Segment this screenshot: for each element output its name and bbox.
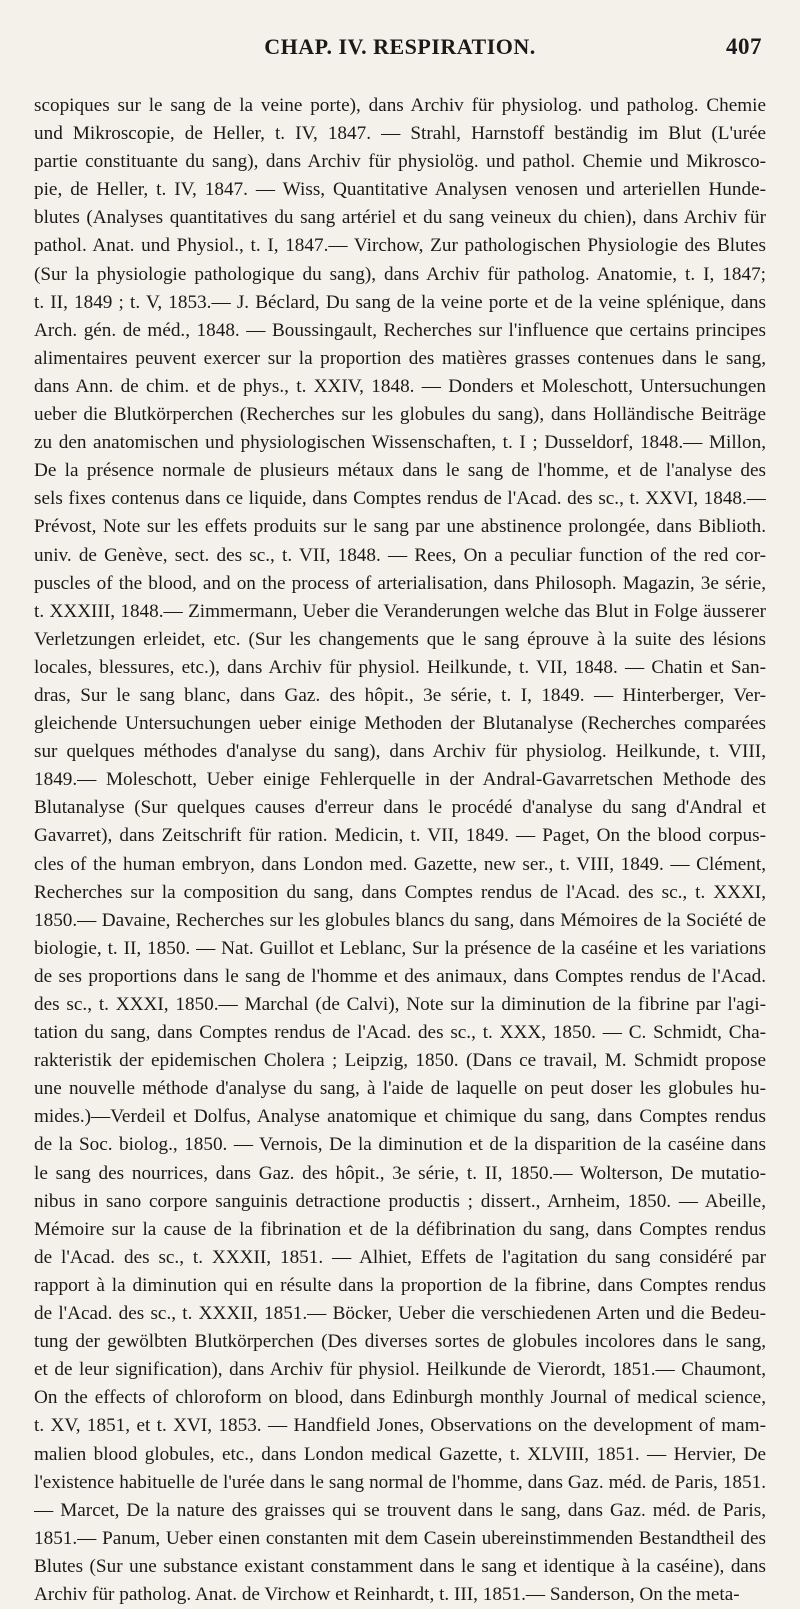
text-line: Arch. gén. de méd., 1848. — Boussingault, Recherches sur l'influence que certains principes — [34, 319, 766, 341]
chapter-title: CHAP. IV. RESPIRATION. — [264, 34, 536, 59]
text-line: de ses proportions dans le sang de l'homme et des animaux, dans Comptes rendus de l'Acad. — [34, 965, 766, 987]
text-line: Recherches sur la composition du sang, dans Comptes rendus de l'Acad. des sc., t. XXXI, — [34, 881, 766, 903]
text-line: cles of the human embryon, dans London med. Gazette, new ser., t. VIII, 1849. — Clément, — [34, 853, 766, 875]
text-line: des sc., t. XXXI, 1850.— Marchal (de Calvi), Note sur la diminution de la fibrine par l'agi- — [34, 994, 766, 1015]
text-line: de l'Acad. des sc., t. XXXII, 1851.— Böcker, Ueber die verschiedenen Arten und die Bedeu- — [34, 1303, 766, 1325]
text-line: dras, Sur le sang blanc, dans Gaz. des hôpit., 3e série, t. I, 1849. — Hinterberger, Ver- — [34, 684, 766, 706]
text-line: puscles of the blood, and on the process of arterialisation, dans Philosoph. Magazin, 3e série, — [34, 572, 766, 594]
text-line: zu den anatomischen und physiologischen Wissenschaften, t. I ; Dusseldorf, 1848.— Millon, — [34, 432, 766, 454]
text-line: pathol. Anat. und Physiol., t. I, 1847.— Virchow, Zur pathologischen Physiologie des Blutes — [34, 235, 766, 257]
text-line: 1851.— Panum, Ueber einen constanten mit dem Casein ubereinstimmenden Bestandtheil des — [34, 1527, 766, 1549]
text-line: rapport à la diminution qui en résulte dans la proportion de la fibrine, dans Comptes rendus — [34, 1274, 766, 1296]
text-line: et de leur signification), dans Archiv für physiol. Heilkunde de Vierordt, 1851.— Chaumont, — [34, 1359, 766, 1381]
text-line: tation du sang, dans Comptes rendus de l'Acad. des sc., t. XXX, 1850. — C. Schmidt, Cha- — [34, 1022, 766, 1044]
text-line: tung der gewölbten Blutkörperchen (Des diverses sortes de globules incolores dans le sang, — [34, 1331, 766, 1353]
text-line: Prévost, Note sur les effets produits sur le sang par une abstinence prolongée, dans Biblioth. — [34, 516, 766, 538]
text-line: pie, de Heller, t. IV, 1847. — Wiss, Quantitative Analysen venosen und arteriellen Hunde- — [34, 179, 766, 201]
text-line: nibus in sano corpore sanguinis detractione productis ; dissert., Arnheim, 1850. — Abeille, — [34, 1190, 766, 1212]
text-line: l'existence habituelle de l'urée dans le sang normal de l'homme, dans Gaz. méd. de Paris, 1851. — [34, 1471, 766, 1493]
text-line: Blutes (Sur une substance existant constamment dans le sang et identique à la caséine), dans — [34, 1555, 766, 1577]
text-line: de la Soc. biolog., 1850. — Vernois, De la diminution et de la disparition de la caséine dans — [34, 1134, 766, 1156]
text-line: Blutanalyse (Sur quelques causes d'erreur dans le procédé d'analyse du sang d'Andral et — [34, 797, 766, 819]
text-line: le sang des nourrices, dans Gaz. des hôpit., 3e série, t. II, 1850.— Wolterson, De mutatio- — [34, 1162, 766, 1184]
text-line: scopiques sur le sang de la veine porte), dans Archiv für physiolog. und patholog. Chemie — [34, 95, 766, 116]
text-line: dans Ann. de chim. et de phys., t. XXIV, 1848. — Donders et Moleschott, Untersuchungen — [34, 375, 766, 397]
text-line: Archiv für patholog. Anat. de Virchow et Reinhardt, t. III, 1851.— Sanderson, On the meta- — [34, 1583, 740, 1605]
text-line: malien blood globules, etc., dans London medical Gazette, t. XLVIII, 1851. — Hervier, De — [34, 1443, 766, 1465]
text-line: locales, blessures, etc.), dans Archiv für physiol. Heilkunde, t. VII, 1848. — Chatin et San- — [34, 656, 766, 678]
text-line: Verletzungen erleidet, etc. (Sur les changements que le sang éprouve à la suite des lésions — [34, 628, 766, 650]
text-line: blutes (Analyses quantitatives du sang artériel et du sang veineux du chien), dans Archiv für — [34, 207, 766, 229]
text-line: rakteristik der epidemischen Cholera ; Leipzig, 1850. (Dans ce travail, M. Schmidt propose — [34, 1050, 766, 1072]
page-number: 407 — [726, 34, 762, 59]
text-line: Gavarret), dans Zeitschrift für ration. Medicin, t. VII, 1849. — Paget, On the blood corpus- — [34, 825, 766, 847]
text-line: partie constituante du sang), dans Archiv für physiolög. und pathol. Chemie und Mikrosco- — [34, 151, 766, 173]
text-line: sur quelques méthodes d'analyse du sang), dans Archiv für physiolog. Heilkunde, t. VIII, — [34, 741, 766, 763]
text-line: t. II, 1849 ; t. V, 1853.— J. Béclard, Du sang de la veine porte et de la veine splénique, dans — [34, 291, 766, 313]
text-line: t. XV, 1851, et t. XVI, 1853. — Handfield Jones, Observations on the development of mam- — [34, 1415, 766, 1437]
text-line: (Sur la physiologie pathologique du sang), dans Archiv für patholog. Anatomie, t. I, 1847; — [34, 263, 766, 285]
text-line: alimentaires peuvent exercer sur la proportion des matières grasses contenues dans le sang, — [34, 347, 766, 369]
text-line: t. XXXIII, 1848.— Zimmermann, Ueber die Veranderungen welche das Blut in Folge äusserer — [34, 600, 766, 622]
text-line: 1849.— Moleschott, Ueber einige Fehlerquelle in der Andral-Gavarretschen Methode des — [34, 769, 766, 791]
text-line: De la présence normale de plusieurs métaux dans le sang de l'homme, et de l'analyse des — [34, 460, 766, 482]
text-line: univ. de Genève, sect. des sc., t. VII, 1848. — Rees, On a peculiar function of the red cor- — [34, 544, 766, 566]
page-header — [34, 26, 766, 66]
bibliography-text — [34, 92, 766, 1609]
text-line: — Marcet, De la nature des graisses qui se trouvent dans le sang, dans Gaz. méd. de Paris, — [34, 1499, 766, 1521]
text-line: 1850.— Davaine, Recherches sur les globules blancs du sang, dans Mémoires de la Société de — [34, 909, 766, 931]
text-line: biologie, t. II, 1850. — Nat. Guillot et Leblanc, Sur la présence de la caséine et les variations — [34, 937, 766, 959]
text-line: une nouvelle méthode d'analyse du sang, à l'aide de laquelle on peut doser les globules hu- — [34, 1078, 766, 1100]
text-line: gleichende Untersuchungen ueber einige Methoden der Blutanalyse (Recherches comparées — [34, 713, 766, 735]
text-line: sels fixes contenus dans ce liquide, dans Comptes rendus de l'Acad. des sc., t. XXVI, 1848.— — [34, 488, 766, 510]
text-line: ueber die Blutkörperchen (Recherches sur les globules du sang), dans Holländische Beiträge — [34, 404, 766, 426]
text-line: On the effects of chloroform on blood, dans Edinburgh monthly Journal of medical science, — [34, 1387, 766, 1409]
text-line: Mémoire sur la cause de la fibrination et de la défibrination du sang, dans Comptes rendus — [34, 1218, 766, 1240]
text-line: de l'Acad. des sc., t. XXXII, 1851. — Alhiet, Effets de l'agitation du sang considéré par — [34, 1246, 766, 1268]
text-line: mides.)—Verdeil et Dolfus, Analyse anatomique et chimique du sang, dans Comptes rendus — [34, 1106, 766, 1128]
text-line: und Mikroscopie, de Heller, t. IV, 1847. — Strahl, Harnstoff beständig im Blut (L'urée — [34, 123, 766, 145]
